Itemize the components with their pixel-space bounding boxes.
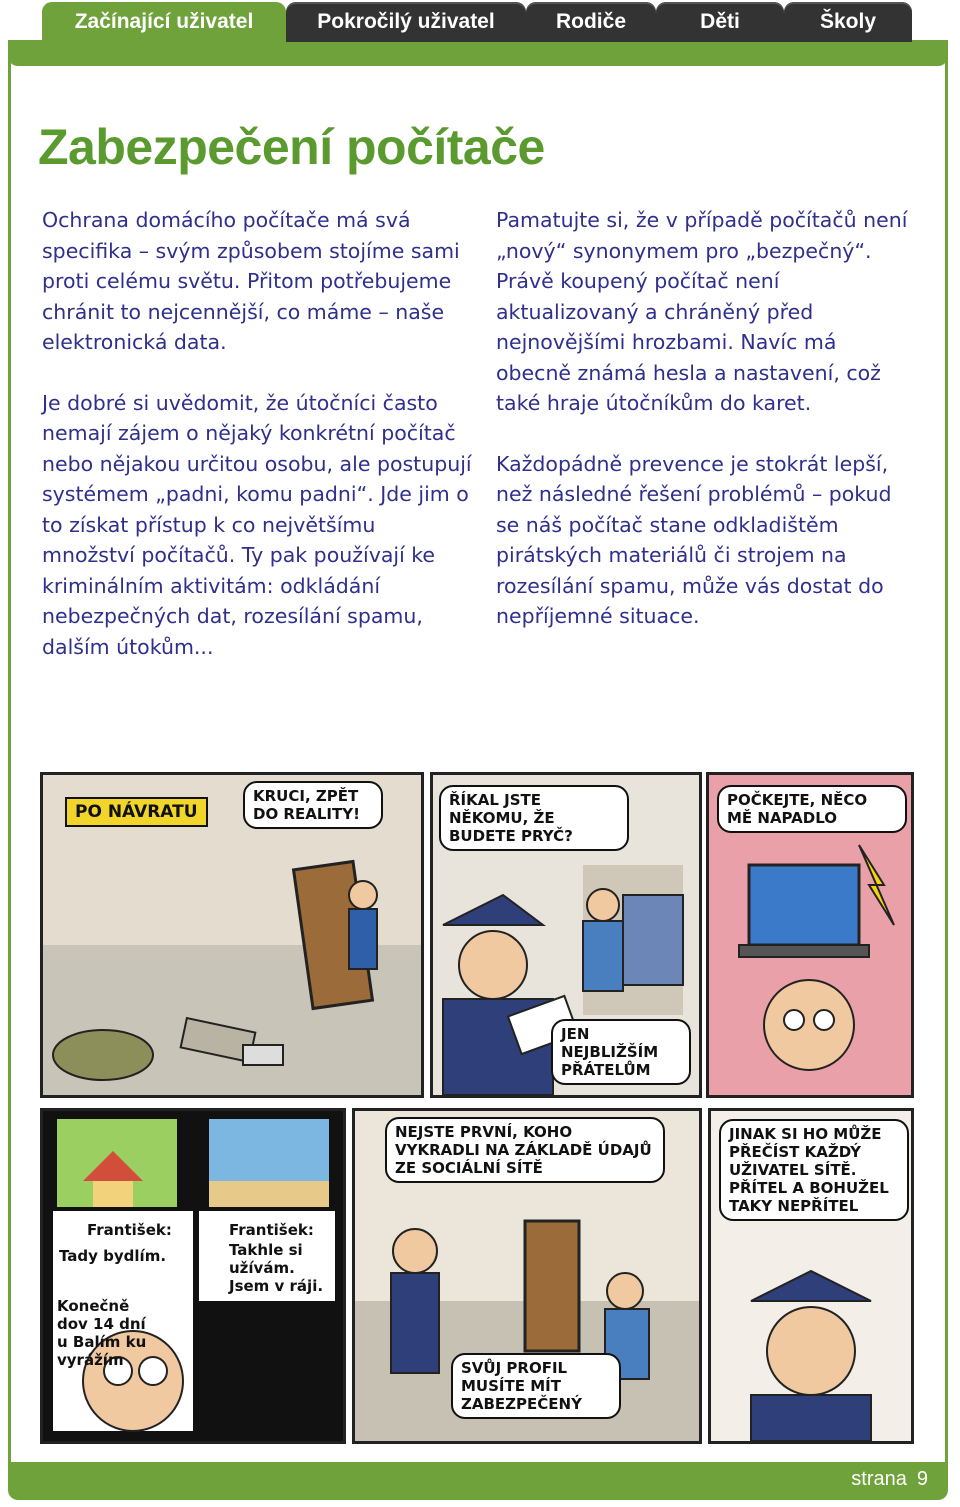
page-number: 9	[916, 1468, 928, 1490]
paragraph: Ochrana domácího počítače má svá specifika – svým způsobem stojíme sami proti celému světu. Přitom potřebujeme chránit to nejcennější, co máme – naše elektronická data.	[42, 208, 460, 354]
tab-list	[42, 2, 912, 42]
comic-panel-1	[40, 772, 424, 1098]
post-author: František:	[87, 1221, 172, 1239]
post-text: Takhle si užívám. Jsem v ráji.	[229, 1241, 324, 1295]
comic-caption: PO NÁVRATU	[65, 797, 208, 827]
tab-kids[interactable]: Děti	[656, 2, 784, 42]
speech-bubble: ŘÍKAL JSTE NĚKOMU, ŽE BUDETE PRYČ?	[439, 785, 629, 851]
comic-panel-4	[40, 1108, 346, 1444]
page-number-label	[851, 1468, 928, 1491]
page-footer	[8, 1462, 948, 1500]
comic-panel-6	[708, 1108, 914, 1444]
article-column-right	[496, 205, 916, 662]
paragraph: Je dobré si uvědomit, že útočníci často nemají zájem o nějaký konkrétní počítač nebo nějakou určitou osobu, ale postupují systémem „padni, komu padni“. Jde jim o to získat přístup k co největšímu množství počítačů. Ty pak používají ke kriminálním aktivitám: odkládání nebezpečných dat, rozesílání spamu, dalším útokům...	[42, 390, 472, 659]
speech-bubble: JEN NEJBLIŽŠÍM PŘÁTELŮM	[551, 1019, 691, 1085]
speech-bubble: KRUCI, ZPĚT DO REALITY!	[243, 781, 383, 829]
speech-bubble: SVŮJ PROFIL MUSÍTE MÍT ZABEZPEČENÝ	[451, 1353, 621, 1419]
tab-schools[interactable]: Školy	[784, 2, 912, 42]
tab-parents[interactable]: Rodiče	[526, 2, 656, 42]
comic-panel-3	[706, 772, 914, 1098]
page-title: Zabezpečení počítače	[38, 119, 545, 175]
article-column-left	[42, 205, 472, 692]
page-frame-left	[8, 56, 11, 1476]
speech-bubble: POČKEJTE, NĚCO MĚ NAPADLO	[717, 785, 907, 833]
top-nav	[8, 0, 948, 66]
speech-bubble: NEJSTE PRVNÍ, KOHO VYKRADLI NA ZÁKLADĚ ÚDAJŮ ZE SOCIÁLNÍ SÍTĚ	[385, 1117, 665, 1183]
paragraph: Každopádně prevence je stokrát lepší, než následné řešení problémů – pokud se náš počítač stane odkladištěm pirátských materiálů či strojem na rozesílání spamu, může vás dostat do nepříjemné situace.	[496, 451, 892, 628]
tab-beginner[interactable]: Začínající uživatel	[42, 2, 286, 42]
tab-advanced[interactable]: Pokročilý uživatel	[286, 2, 526, 42]
page-frame-right	[945, 56, 948, 1476]
paragraph: Pamatujte si, že v případě počítačů není „nový“ synonymem pro „bezpečný“. Právě koupený počítač není aktualizovaný a chráněný před nejnovějšími hrozbami. Navíc má obecně známá hesla a nastavení, což také hraje útočníkům do karet.	[496, 208, 908, 415]
speech-bubble: JINAK SI HO MŮŽE PŘEČÍST KAŽDÝ UŽIVATEL SÍTĚ. PŘÍTEL A BOHUŽEL TAKY NEPŘÍTEL	[719, 1119, 909, 1221]
nav-underline-bar	[8, 40, 948, 66]
post-author: František:	[229, 1221, 314, 1239]
post-text: Konečně dov 14 dní u Balím ku vyrážím	[57, 1297, 147, 1369]
comic-panel-5	[352, 1108, 702, 1444]
post-text: Tady bydlím.	[59, 1247, 167, 1265]
page-label-text: strana	[851, 1468, 907, 1490]
comic-panel-2	[430, 772, 702, 1098]
